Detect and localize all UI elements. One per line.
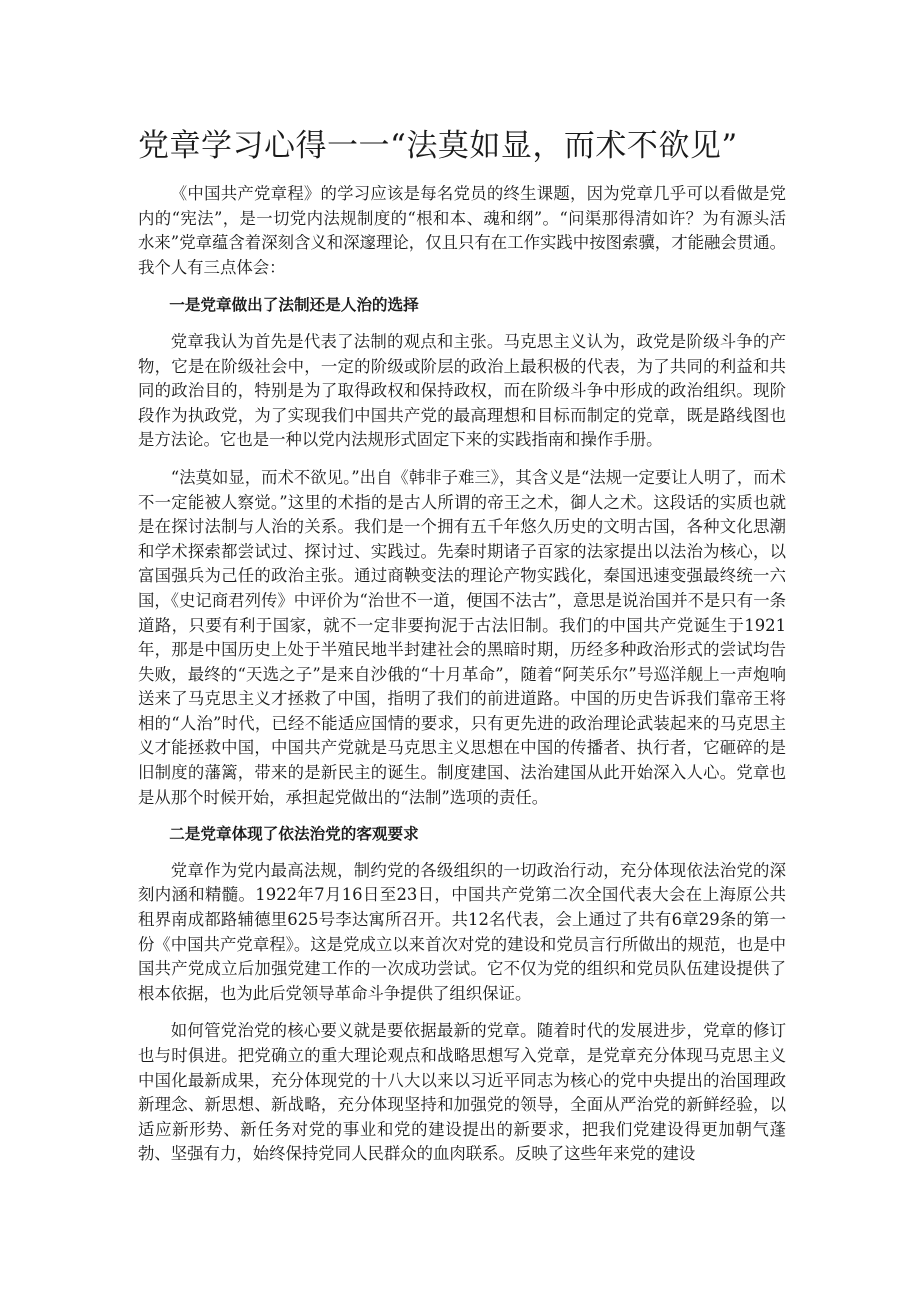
- body-paragraph: 党章作为党内最高法规，制约党的各级组织的一切政治行动，充分体现依法治党的深刻内涵和精髓。1922年7月16日至23日，中国共产党第二次全国代表大会在上海原公共租界南成都路辅德里625号李达寓所召开。共12名代表，会上通过了共有6章29条的第一份《中国共产党章程》。这是党成立以来首次对党的建设和党员言行所做出的规范，也是中国共产党成立后加强党建工作的一次成功尝试。它不仅为党的组织和党员队伍建设提供了根本依据，也为此后党领导革命斗争提供了组织保证。: [138, 860, 786, 1003]
- section-heading-1: 一是党章做出了法制还是人治的选择: [169, 296, 419, 315]
- body-paragraph: “法莫如显，而术不欲见。”出自《韩非子难三》，其含义是“法规一定要让人明了，而术不一定能被人察觉。”这里的术指的是古人所谓的帝王之术，御人之术。这段话的实质也就是在探讨法制与人治的关系。我们是一个拥有五千年悠久历史的文明古国，各种文化思潮和学术探索都尝试过、探讨过、实践过。先秦时期诸子百家的法家提出以法治为核心，以富国强兵为己任的政治主张。通过商鞅变法的理论产物实践化，秦国迅速变强最终统一六国，《史记商君列传》中评价为“治世不一道，便国不法古”，意思是说治国并不是只有一条道路，只要有利于国家，就不一定非要拘泥于古法旧制。我们的中国共产党诞生于1921年，那是中国历史上处于半殖民地半封建社会的黑暗时期，历经多种政治形式的尝试均告失败，最终的“天选之子”是来自沙俄的“十月革命”，随着“阿芙乐尔”号巡洋舰上一声炮响送来了马克思主义才拯救了中国，指明了我们的前进道路。中国的历史告诉我们靠帝王将相的“人治”时代，已经不能适应国情的要求，只有更先进的政治理论武装起来的马克思主义才能拯救中国，中国共产党就是马克思主义思想在中国的传播者、执行者，它砸碎的是旧制度的藩篱，带来的是新民主的诞生。制度建国、法治建国从此开始深入人心。党章也是从那个时候开始，承担起党做出的“法制”选项的责任。: [138, 467, 786, 807]
- section-heading-2: 二是党章体现了依法治党的客观要求: [169, 825, 419, 844]
- document-title: 党章学习心得一一“法莫如显，而术不欲见”: [138, 128, 738, 164]
- intro-paragraph: 《中国共产党章程》的学习应该是每名党员的终生课题，因为党章几乎可以看做是党内的“宪法”，是一切党内法规制度的“根和本、魂和纲”。“问渠那得清如许？为有源头活水来”党章蕴含着深刻含义和深邃理论，仅且只有在工作实践中按图索骥，才能融会贯通。我个人有三点体会：: [138, 184, 786, 277]
- body-paragraph: 党章我认为首先是代表了法制的观点和主张。马克思主义认为，政党是阶级斗争的产物，它是在阶级社会中，一定的阶级或阶层的政治上最积极的代表，为了共同的利益和共同的政治目的，特别是为了取得政权和保持政权，而在阶级斗争中形成的政治组织。现阶段作为执政党，为了实现我们中国共产党的最高理想和目标而制定的党章，既是路线图也是方法论。它也是一种以党内法规形式固定下来的实践指南和操作手册。: [138, 331, 786, 450]
- body-paragraph: 如何管党治党的核心要义就是要依据最新的党章。随着时代的发展进步，党章的修订也与时俱进。把党确立的重大理论观点和战略思想写入党章，是党章充分体现马克思主义中国化最新成果，充分体现党的十八大以来以习近平同志为核心的党中央提出的治国理政新理念、新思想、新战略，充分体现坚持和加强党的领导，全面从严治党的新鲜经验，以适应新形势、新任务对党的事业和党的建设提出的新要求，把我们党建设得更加朝气蓬勃、坚强有力，始终保持党同人民群众的血肉联系。反映了这些年来党的建设: [138, 1021, 786, 1164]
- document-body: [138, 182, 786, 1167]
